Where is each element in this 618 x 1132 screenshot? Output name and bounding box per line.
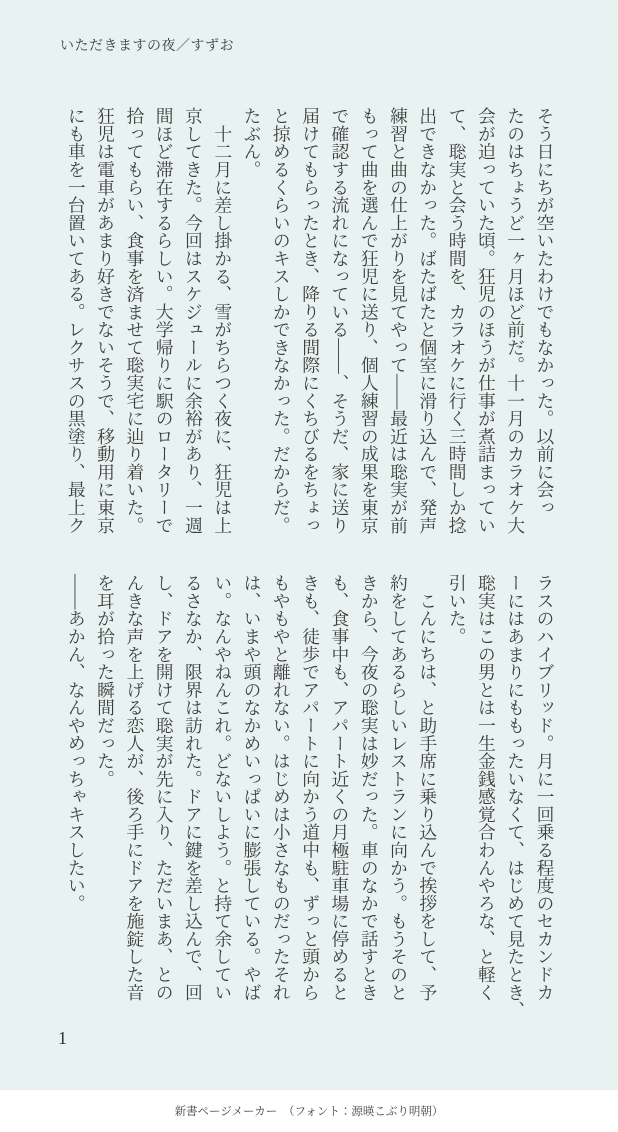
text-column: 拾ってもらい、食事を済ませて聡実宅に辿り着いた。 <box>124 107 145 534</box>
text-column: は、いまや頭のなかめいっぱいに膨張している。やば <box>242 574 263 1001</box>
text-column: るさなか、限界は訪れた。ドアに鍵を差し込んで、回 <box>183 574 204 1001</box>
text-column: 十二月に差し掛かる、雪がちらつく夜に、狂児は上 <box>212 107 233 534</box>
footer <box>0 1090 618 1132</box>
text-column: い。なんやねんこれ。どないしよう。と持て余してい <box>212 574 233 1001</box>
text-column: 約をしてあるらしいレストランに向かう。もうそのと <box>388 574 409 1001</box>
text-column: 練習と曲の仕上がりを見てやって――最近は聡実が前 <box>388 107 409 534</box>
text-column: し、ドアを開けて聡実が先に入り、ただいまあ、との <box>154 574 175 1001</box>
text-column: と掠めるくらいのキスしかできなかった。だからだ。 <box>271 107 292 534</box>
text-band-1 <box>61 107 559 543</box>
footer-label: 新書ページメーカー （フォント：源暎こぶり明朝） <box>174 1106 444 1118</box>
text-column: きから、今夜の聡実は妙だった。車のなかで話すとき <box>359 574 380 1001</box>
text-column: 出できなかった。ばたばたと個室に滑り込んで、発声 <box>417 107 438 534</box>
text-column: 届けてもらったとき、降りる間際にくちびるをちょっ <box>300 107 321 534</box>
text-column: で確認する流れになっている――、そうだ、家に送り <box>329 107 350 534</box>
text-band-2 <box>61 574 559 1019</box>
text-column: んきな声を上げる恋人が、後ろ手にドアを施錠した音 <box>124 574 145 1001</box>
text-column: 間ほど滞在するらしい。大学帰りに駅のロータリーで <box>154 107 175 534</box>
text-column: 京してきた。今回はスケジュールに余裕があり、一週 <box>183 107 204 534</box>
text-column: ――あかん、なんやめっちゃキスしたい。 <box>66 574 87 912</box>
text-column: きも、徒歩でアパートに向かう道中も、ずっと頭から <box>300 574 321 1001</box>
text-column: ーにはあまりにももったいなくて、はじめて見たとき、 <box>505 574 526 1019</box>
text-column: こんにちは、と助手席に乗り込んで挨拶をして、予 <box>417 574 438 1001</box>
text-column: もって曲を選んで狂児に送り、個人練習の成果を東京 <box>359 107 380 534</box>
text-column: たのはちょうど一ヶ月ほど前だ。十一月のカラオケ大 <box>505 107 526 534</box>
page-number: 1 <box>58 1028 67 1048</box>
text-column: 引いた。 <box>447 574 468 646</box>
text-column: もやもやと離れない。はじめは小さなものだったそれ <box>271 574 292 1001</box>
text-column: 会が迫っていた頃。狂児のほうが仕事が煮詰まってい <box>476 107 497 534</box>
text-column: にも車を一台置いてある。レクサスの黒塗り、最上ク <box>66 107 87 534</box>
text-column: ラスのハイブリッド。月に一回乗る程度のセカンドカ <box>535 574 555 1001</box>
text-column: て、聡実と会う時間を、カラオケに行く三時間しか捻 <box>447 107 468 534</box>
text-column: 聡実はこの男とは一生金銭感覚合わんやろな、と軽く <box>476 574 497 1001</box>
text-column: そう日にちが空いたわけでもなかった。以前に会っ <box>535 107 555 517</box>
text-column: 狂児は電車があまり好きでないそうで、移動用に東京 <box>95 107 116 534</box>
text-column: も、食事中も、アパート近くの月極駐車場に停めると <box>329 574 350 1001</box>
text-column: を耳が拾った瞬間だった。 <box>95 574 116 788</box>
page-header-title: いただきますの夜／すずお <box>60 39 235 54</box>
text-column: たぶん。 <box>242 107 263 179</box>
